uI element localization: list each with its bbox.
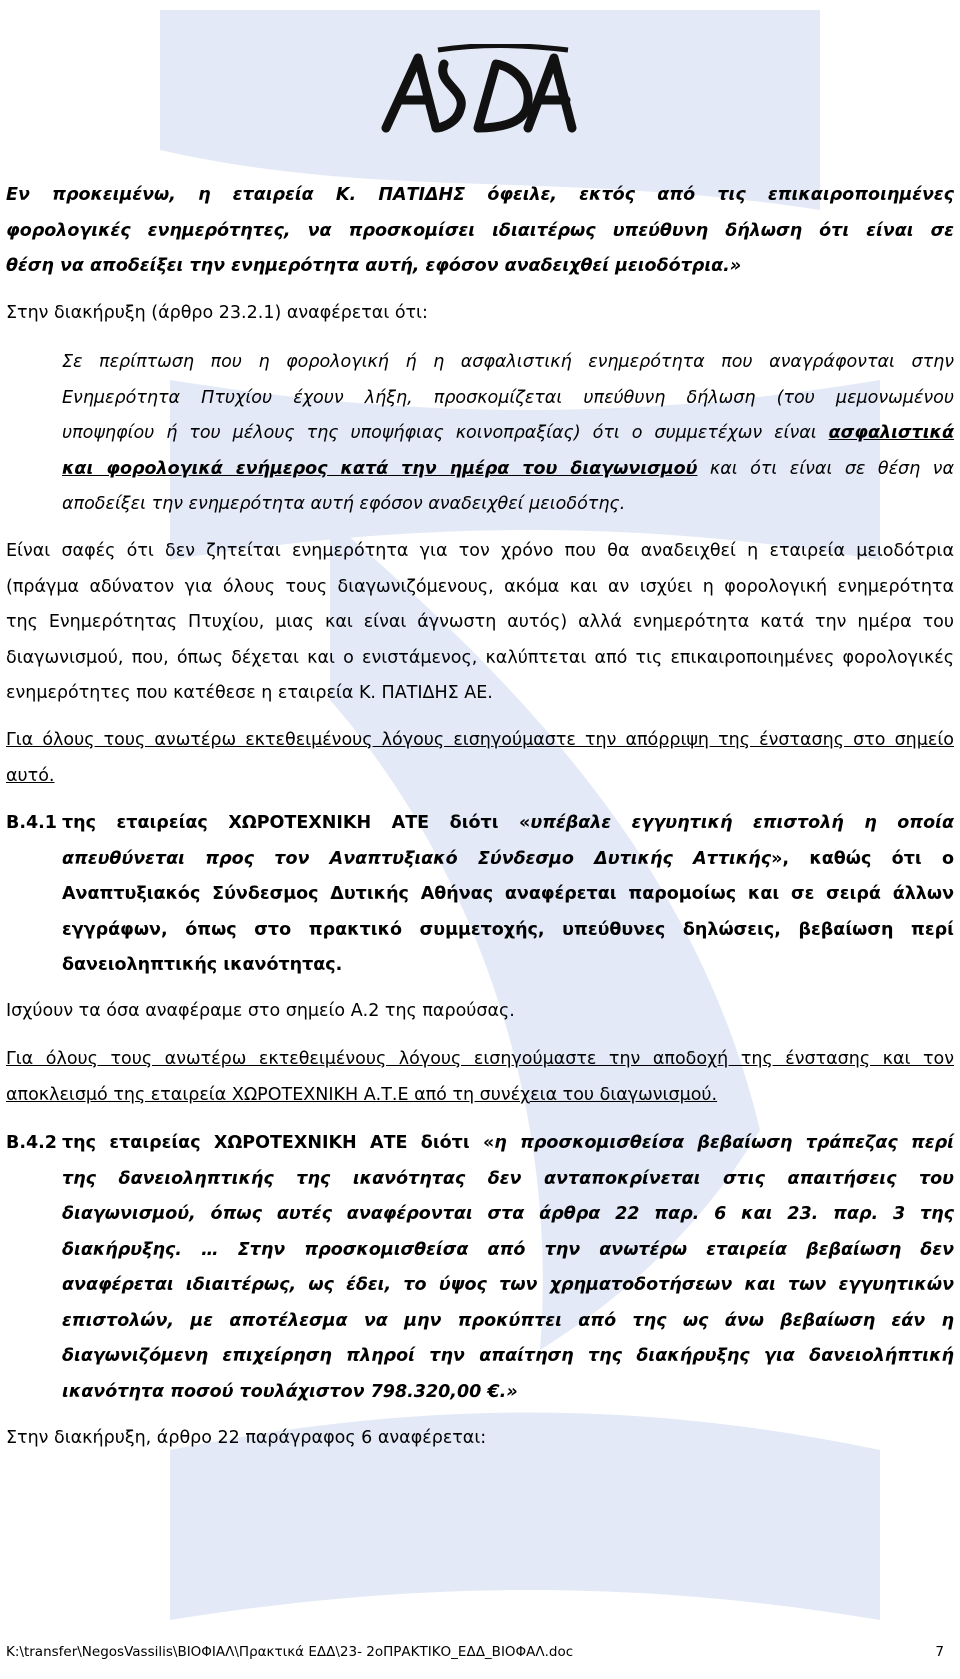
text-line: διακήρυξης. … Στην προσκομισθείσα από την ανωτέρω εταιρεία βεβαίωση δεν: [62, 1239, 954, 1260]
section-label-b41: Β.4.1: [6, 813, 57, 833]
text-line: [62, 1126, 954, 1162]
text-line: Εν προκειμένω, η εταιρεία Κ. ΠΑΤΙΔΗΣ όφειλε, εκτός από τις επικαιροποιημένες: [6, 185, 954, 205]
text-line: επιστολών, με αποτέλεσμα να μην προκύπτει από της ως άνω βεβαίωση εάν η: [62, 1310, 954, 1331]
text-line: [62, 806, 954, 842]
text-line: διαγωνισμού, που, όπως δέχεται και ο ενιστάμενος, καλύπτεται από τις επικαιροποιημένες φορολογικές: [6, 647, 954, 668]
text-line: εγγράφων, όπως στο πρακτικό συμμετοχής, υπεύθυνες δηλώσεις, βεβαίωση περί: [62, 919, 954, 940]
text-line: φορολογικές ενημερότητες, να προσκομίσει ιδιαιτέρως υπεύθυνη δήλωση ότι είναι σε: [6, 220, 954, 241]
text-run-italic: η προσκομισθείσα βεβαίωση τράπεζας περί: [494, 1133, 954, 1153]
page-number: 7: [935, 1644, 944, 1660]
paragraph-explanation: [6, 534, 954, 712]
text-run: υποψηφίου ή του μέλους της υποψήφιας κοινοπραξίας) ότι ο συμμετέχων είναι: [62, 423, 829, 443]
text-line: διαγωνιζόμενη επιχείρηση πληροί την απαίτηση της διακήρυξης για δανειολήπτική: [62, 1346, 954, 1366]
text-line: Αναπτυξιακός Σύνδεσμος Δυτικής Αθήνας αναφέρεται παρομοίως και σε σειρά άλλων: [62, 884, 954, 904]
paragraph-article-22: Στην διακήρυξη, άρθρο 22 παράγραφος 6 αναφέρεται:: [6, 1428, 487, 1448]
quote-declaration: [62, 345, 954, 523]
text-line: [62, 842, 954, 878]
text-line: [62, 452, 954, 488]
text-line: της Ενημερότητας Πτυχίου, μιας και είναι άγνωστη αυτός) αλλά ενημερότητα κατά την ημέρα του: [6, 612, 954, 632]
text-line: Σε περίπτωση που η φορολογική ή η ασφαλιστική ενημερότητα που αναγράφονται στην: [62, 352, 954, 372]
page-footer: [6, 1643, 944, 1661]
text-line: Για όλους τους ανωτέρω εκτεθειμένους λόγους εισηγούμαστε την απόρριψη της ένστασης στο σημείο: [6, 730, 954, 750]
section-label-b42: Β.4.2: [6, 1133, 57, 1153]
text-run-emphasis: ασφαλιστικά: [828, 423, 954, 443]
text-run-italic: υπέβαλε εγγυητική επιστολή η οποία: [530, 813, 954, 833]
text-line: της δανειοληπτικής της ικανότητας δεν ανταποκρίνεται στις απαιτήσεις του: [62, 1168, 954, 1189]
paragraph-declaration-ref: Στην διακήρυξη (άρθρο 23.2.1) αναφέρεται ότι:: [6, 303, 428, 323]
text-line: διαγωνισμού, όπως αυτές αναφέρονται στα άρθρα 22 παρ. 6 και 23. παρ. 3 της: [62, 1204, 954, 1224]
paragraph-refer-a2: Ισχύουν τα όσα αναφέραμε στο σημείο Α.2 της παρούσας.: [6, 1001, 515, 1021]
text-line: θέση να αποδείξει την ενημερότητα αυτή, εφόσον αναδειχθεί μειοδότρια.»: [6, 256, 742, 276]
paragraph-recommendation-accept: [6, 1042, 954, 1113]
paragraph-quote-end: [6, 178, 954, 285]
paragraph-recommendation-reject: [6, 723, 954, 794]
text-line: Ενημερότητα Πτυχίου έχουν λήξη, προσκομίζεται υπεύθυνη δήλωση (του μεμονωμένου: [62, 387, 954, 408]
text-run: της εταιρείας ΧΩΡΟΤΕΧΝΙΚΗ ΑΤΕ διότι «: [62, 1133, 495, 1153]
text-line: Για όλους τους ανωτέρω εκτεθειμένους λόγους εισηγούμαστε την αποδοχή της ένστασης και τον: [6, 1049, 954, 1069]
text-line: (πράγμα αδύνατον για όλους τους διαγωνιζόμενους, ακόμα και αν ισχύει η φορολογική ενημερότητα: [6, 576, 954, 597]
text-run: της εταιρείας ΧΩΡΟΤΕΧΝΙΚΗ ΑΤΕ διότι «: [62, 813, 531, 833]
text-run: και ότι είναι σε θέση να: [697, 458, 954, 479]
text-line: ικανότητα ποσού τουλάχιστον 798.320,00 €.»: [62, 1381, 518, 1402]
asda-logo: [378, 44, 578, 136]
footer-file-path: K:\transfer\NegosVassilis\ΒΙΟΦΙΑΛ\Πρακτικά ΕΔΔ\23- 2οΠΡΑΚΤΙΚΟ_ΕΔΔ_ΒΙΟΦΑΛ.doc: [6, 1644, 574, 1660]
section-b42: [62, 1126, 954, 1410]
text-run-emphasis: και φορολογικά ενήμερος κατά την ημέρα του διαγωνισμού: [62, 458, 698, 479]
text-line: Είναι σαφές ότι δεν ζητείται ενημερότητα για τον χρόνο που θα αναδειχθεί η εταιρεία μειοδότρια: [6, 541, 954, 561]
section-b41: [62, 806, 954, 984]
text-line: αποκλεισμό της εταιρεία ΧΩΡΟΤΕΧΝΙΚΗ Α.Τ.Ε από τη συνέχεια του διαγωνισμού.: [6, 1084, 718, 1105]
text-line: ενημερότητες που κατέθεσε η εταιρεία Κ. ΠΑΤΙΔΗΣ ΑΕ.: [6, 683, 493, 703]
text-run: », καθώς ότι ο: [771, 848, 954, 869]
text-run-italic: απευθύνεται προς τον Αναπτυξιακό Σύνδεσμο Δυτικής Αττικής: [62, 848, 772, 869]
text-line: [62, 416, 954, 452]
text-line: αναφέρεται ιδιαιτέρως, ως έδει, το ύψος των χρηματοδοτήσεων και των εγγυητικών: [62, 1275, 954, 1295]
text-line: αποδείξει την ενημερότητα αυτή εφόσον αναδειχθεί μειοδότης.: [62, 494, 626, 514]
text-line: αυτό.: [6, 765, 55, 786]
text-line: δανειοληπτικής ικανότητας.: [62, 955, 343, 975]
